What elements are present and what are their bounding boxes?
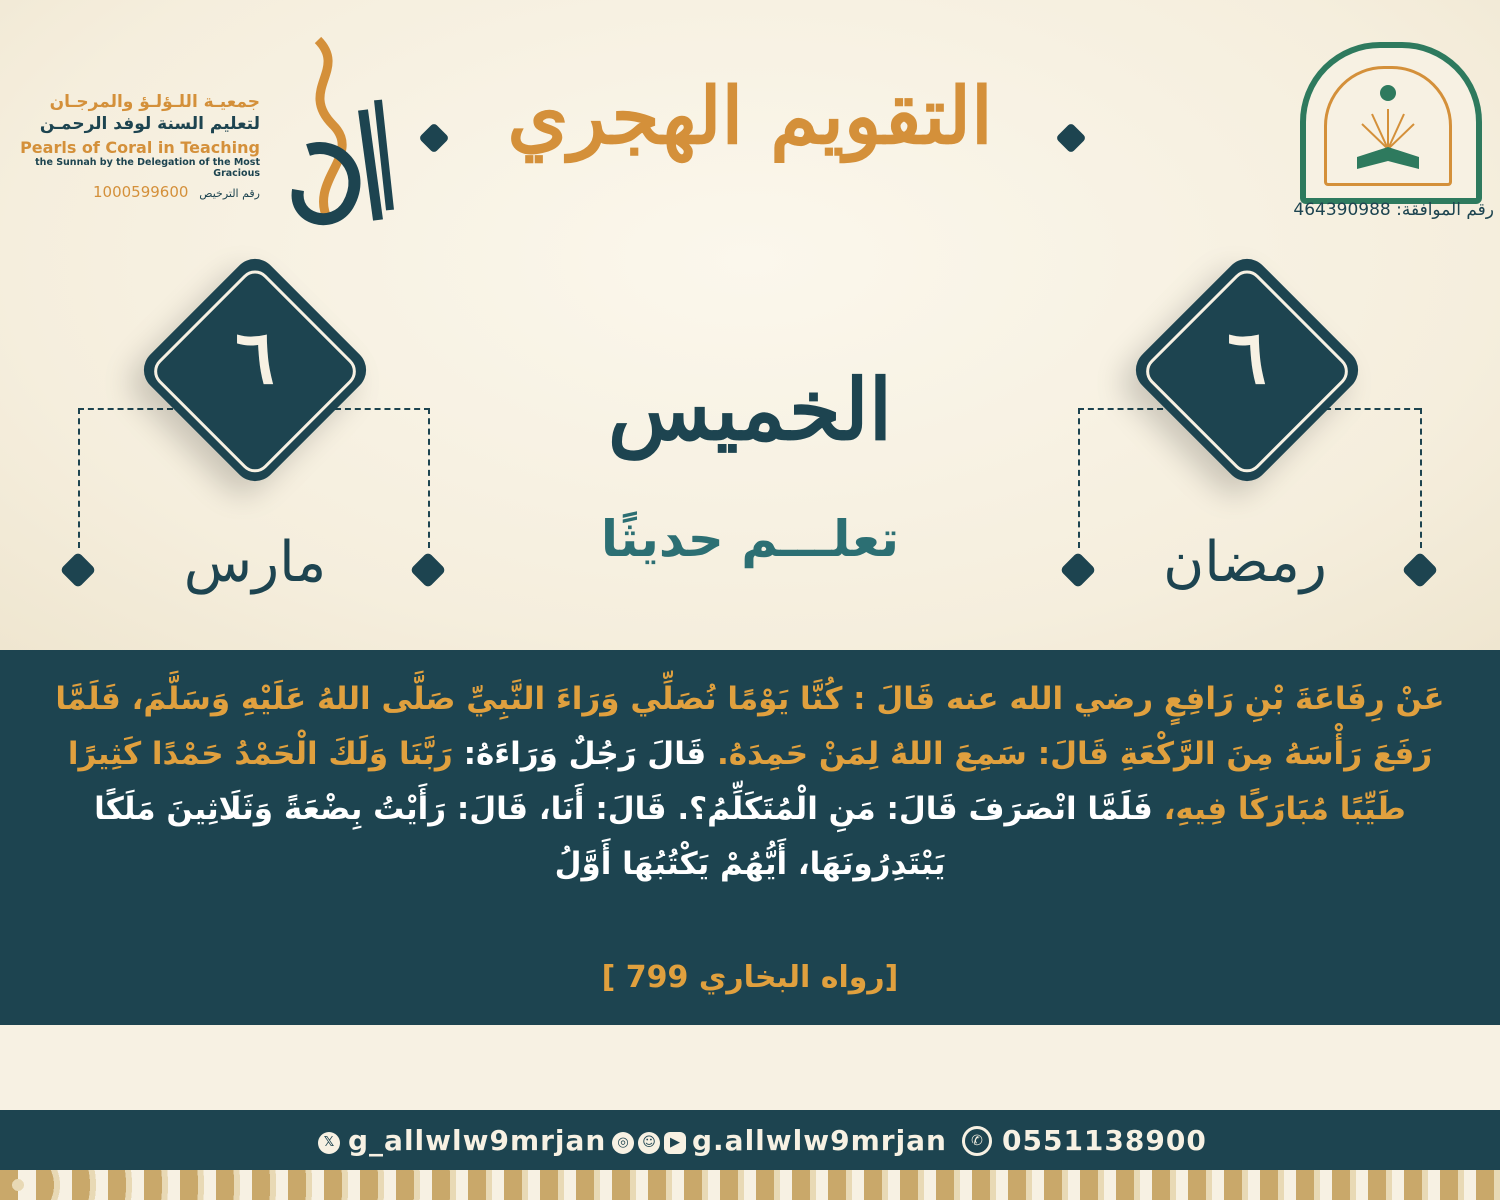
hadith-part-1: عَنْ رِفَاعَةَ بْنِ رَافِعٍ رضي الله عنه قَالَ : كُنَّا يَوْمًا نُصَلِّي وَرَاءَ النَّبِيِّ صَلَّى اللهُ عَلَيْهِ وَسَلَّمَ، فَلَمَّا رَفَعَ رَأْسَهُ مِنَ الرَّكْعَةِ قَالَ: سَمِعَ اللهُ لِمَنْ حَمِدَهُ. bbox=[55, 681, 1445, 772]
approval-value: 464390988 bbox=[1293, 200, 1391, 220]
tagline: تعلـــم حديثًا bbox=[600, 510, 900, 568]
org-subtitle-ar: لتعليم السنة لوفد الرحمـن bbox=[39, 114, 260, 134]
snapchat-icon[interactable]: ☺ bbox=[638, 1132, 660, 1154]
approval-label: رقم الموافقة: bbox=[1396, 200, 1494, 220]
youtube-icon[interactable]: ▶ bbox=[664, 1132, 686, 1154]
twitter-handle[interactable]: g_allwlw9mrjan bbox=[348, 1124, 607, 1157]
hijri-day: ٦ bbox=[1227, 315, 1267, 401]
decorative-pattern bbox=[0, 1170, 1500, 1200]
x-twitter-icon[interactable]: 𝕏 bbox=[318, 1132, 340, 1154]
ministry-emblem bbox=[1300, 42, 1482, 204]
gregorian-right-line bbox=[428, 408, 430, 548]
emblem-frame bbox=[1324, 66, 1452, 186]
license-label: رقم الترخيص bbox=[199, 187, 260, 200]
social-handle[interactable]: g.allwlw9mrjan bbox=[692, 1124, 947, 1157]
organization-info bbox=[8, 92, 260, 201]
license bbox=[8, 183, 260, 201]
phone-number[interactable]: 0551138900 bbox=[1002, 1124, 1207, 1157]
pearls-logo bbox=[278, 30, 398, 230]
whatsapp-icon[interactable]: ✆ bbox=[962, 1126, 992, 1156]
hijri-right-line bbox=[1420, 408, 1422, 548]
license-number: 1000599600 bbox=[93, 183, 189, 201]
org-subtitle-en: the Sunnah by the Delegation of the Most Gracious bbox=[35, 157, 260, 179]
hijri-left-line bbox=[1078, 408, 1080, 548]
org-name-ar: جمعيـة اللـؤلـؤ والمرجـان bbox=[49, 92, 260, 112]
hadith-part-3: رَبَّنَا وَلَكَ الْحَمْدُ حَمْدًا كَثِيرًا طَيِّبًا مُبَارَكًا فِيهِ، bbox=[67, 736, 1406, 827]
hadith-source: [رواه البخاري 799 ] bbox=[601, 960, 899, 995]
approval-number bbox=[1232, 200, 1494, 220]
instagram-icon[interactable]: ◎ bbox=[612, 1132, 634, 1154]
org-name-en: Pearls of Coral in Teaching bbox=[20, 138, 260, 157]
gregorian-left-line bbox=[78, 408, 80, 548]
quran-icon bbox=[1327, 69, 1449, 183]
page-title: التقويم الهجري bbox=[507, 71, 993, 162]
gregorian-month: مارس bbox=[183, 530, 327, 595]
hadith-part-4: فَلَمَّا انْصَرَفَ قَالَ: مَنِ الْمُتَكَلِّمُ؟. قَالَ: أَنَا، قَالَ: رَأَيْتُ بِضْعَةً وَثَلَاثِينَ مَلَكًا يَبْتَدِرُونَهَا، أَيُّهُمْ يَكْتُبُهَا أَوَّلُ bbox=[94, 791, 1164, 882]
hijri-month: رمضان bbox=[1163, 530, 1327, 595]
gregorian-day: ٦ bbox=[235, 315, 275, 401]
hadith-part-2: قَالَ رَجُلٌ وَرَاءَهُ: bbox=[452, 736, 717, 772]
hadith-text bbox=[40, 672, 1460, 892]
weekday: الخميس bbox=[607, 360, 893, 459]
